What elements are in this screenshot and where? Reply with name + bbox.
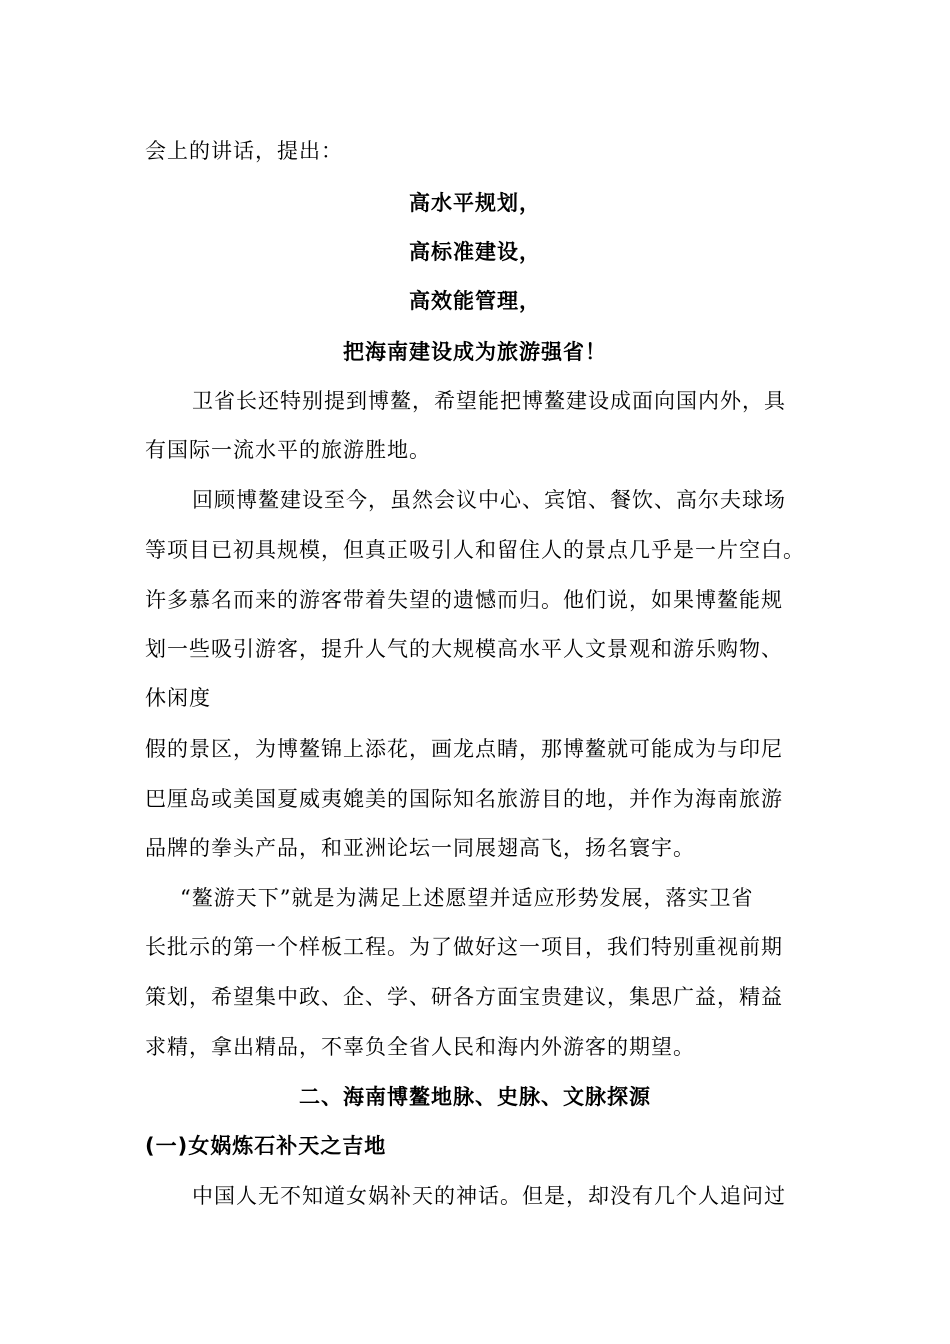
slogan-line: 把海南建设成为旅游强省！ bbox=[343, 340, 607, 364]
paragraph-line: 有国际一流水平的旅游胜地。 bbox=[145, 438, 431, 462]
paragraph-line: 中国人无不知道女娲补天的神话。但是，却没有几个人追问过 bbox=[192, 1184, 786, 1208]
paragraph-line: 卫省长还特别提到博鳌，希望能把博鳌建设成面向国内外，具 bbox=[192, 389, 786, 413]
slogan-line: 高效能管理， bbox=[409, 289, 541, 313]
paragraph-line: 求精，拿出精品，不辜负全省人民和海内外游客的期望。 bbox=[145, 1035, 695, 1059]
paragraph-line: 许多慕名而来的游客带着失望的遗憾而归。他们说，如果博鳌能规 bbox=[145, 588, 783, 612]
paragraph-line: 巴厘岛或美国夏威夷媲美的国际知名旅游目的地，并作为海南旅游 bbox=[145, 787, 783, 811]
paragraph-line: 策划，希望集中政、企、学、研各方面宝贵建议，集思广益，精益 bbox=[145, 985, 783, 1009]
slogan-line: 高标准建设， bbox=[409, 240, 541, 264]
slogan-line: 高水平规划， bbox=[409, 191, 541, 215]
paragraph-line: 品牌的拳头产品，和亚洲论坛一同展翅高飞，扬名寰宇。 bbox=[145, 836, 695, 860]
body-line: 会上的讲话，提出： bbox=[145, 139, 343, 163]
paragraph-line: 休闲度 bbox=[145, 686, 211, 710]
paragraph-line: 长批示的第一个样板工程。为了做好这一项目，我们特别重视前期 bbox=[145, 935, 783, 959]
paragraph-line: 假的景区，为博鳌锦上添花，画龙点睛，那博鳌就可能成为与印尼 bbox=[145, 737, 783, 761]
subsection-heading: (一)女娲炼石补天之吉地 bbox=[145, 1134, 387, 1158]
paragraph-line: “鳌游天下”就是为满足上述愿望并适应形势发展，落实卫省 bbox=[180, 886, 754, 910]
section-heading: 二、海南博鳌地脉、史脉、文脉探源 bbox=[299, 1085, 651, 1109]
paragraph-line: 回顾博鳌建设至今，虽然会议中心、宾馆、餐饮、高尔夫球场 bbox=[192, 488, 786, 512]
paragraph-line: 划一些吸引游客，提升人气的大规模高水平人文景观和游乐购物、 bbox=[145, 637, 783, 661]
paragraph-line: 等项目已初具规模，但真正吸引人和留住人的景点几乎是一片空白。 bbox=[145, 538, 805, 562]
